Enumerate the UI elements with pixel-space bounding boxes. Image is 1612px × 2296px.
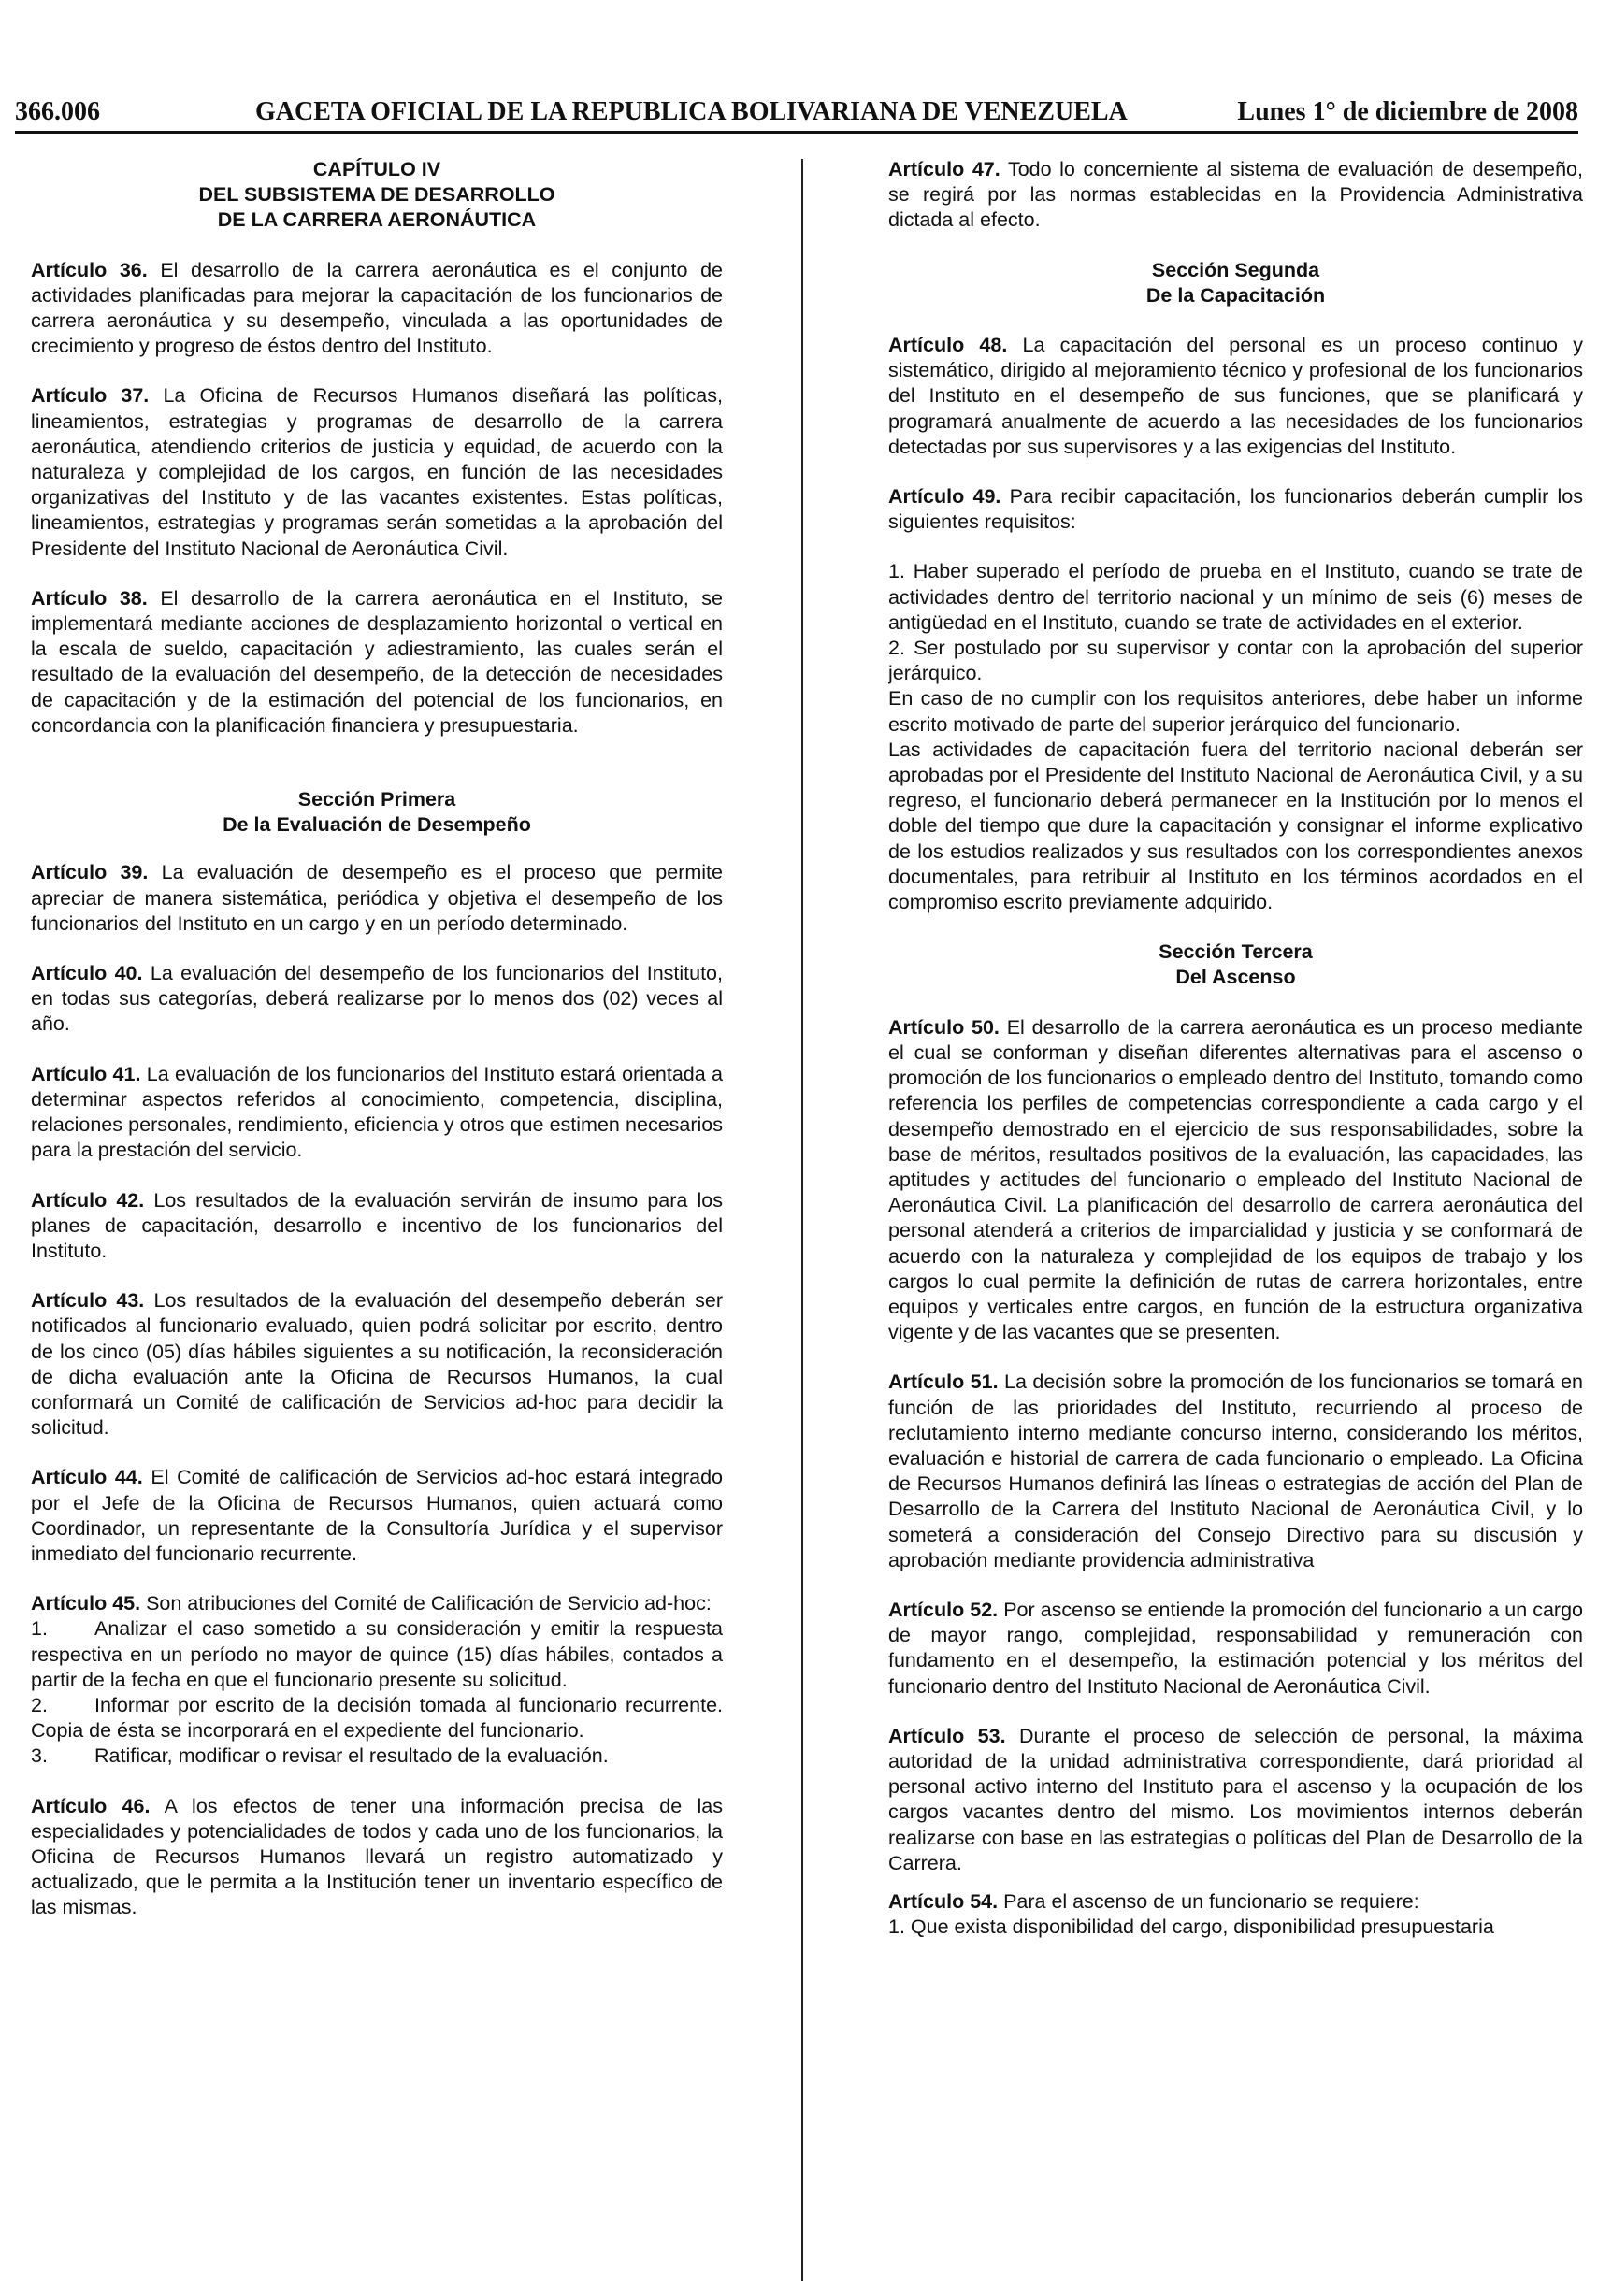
article-label: Artículo 52. [888,1598,999,1621]
article-53 [888,1724,1583,1876]
abroad-training-note: Las actividades de capacitación fuera del territorio nacional deberán ser aprobadas por el Presidente del Instituto Nacional de Aeronáutica Civil, y a su regreso, el funcionario deberá permanecer en la Institución por lo menos el doble del tiempo que dure la capacitación y consignar el informe explicativo de los estudios realizados y sus resultados con los correspondientes anexos documentales, para retribuir al Instituto en los términos acordados en el compromiso escrito previamente adquirido. [888,738,1583,914]
requirement-note: En caso de no cumplir con los requisitos anteriores, debe haber un informe escrito motivado de parte del superior jerárquico del funcionario. [888,687,1583,736]
list-item [31,1616,723,1693]
article-label: Artículo 36. [31,258,148,281]
article-text: Los resultados de la evaluación del desempeño deberán ser notificados al funcionario evaluado, quien podrá solicitar por escrito, dentro de los cinco (05) días hábiles siguientes a su notificación, la reconsideración de dicha evaluación ante la Oficina de Recursos Humanos, la cual conformará un Comité de calificación de Servicios ad-hoc para decidir la solicitud. [31,1289,723,1440]
article-label: Artículo 40. [31,962,143,985]
section-2-heading [888,258,1583,309]
article-45 [31,1591,723,1616]
article-37 [31,383,723,561]
list-item [31,1744,723,1769]
article-text: La evaluación de desempeño es el proceso que permite apreciar de manera sistemática, periódica y objetiva el desempeño de los funcionarios del Instituto en un cargo y en un período determinado. [31,861,723,935]
list-number: 1. [31,1617,48,1641]
section-number: Sección Primera [297,788,456,811]
article-42 [31,1188,723,1265]
chapter-number: CAPÍTULO IV [312,158,441,180]
list-text: Informar por escrito de la decisión tomada al funcionario recurrente. Copia de ésta se incorporará en el expediente del funcionario. [31,1693,723,1743]
section-title: Del Ascenso [1175,966,1296,989]
article-48 [888,333,1583,460]
right-column [888,157,1583,2289]
article-label: Artículo 53. [888,1724,1006,1747]
article-50 [888,1015,1583,1346]
article-text: A los efectos de tener una información precisa de las especialidades y potencialidades de todos y cada uno de los funcionarios, la Oficina de Recursos Humanos llevará un registro automatizado y actualizado, que le permita a la Institución tener un inventario específico de las mismas. [31,1794,723,1919]
article-52 [888,1598,1583,1700]
article-38 [31,586,723,739]
article-text: Los resultados de la evaluación servirán de insumo para los planes de capacitación, desarrollo e incentivo de los funcionarios del Instituto. [31,1188,723,1262]
chapter-heading [31,157,723,234]
list-text: Ratificar, modificar o revisar el resultado de la evaluación. [94,1744,609,1768]
article-label: Artículo 38. [31,586,148,610]
requirement-2: 2. Ser postulado por su supervisor y contar con la aprobación del superior jerárquico. [888,637,1583,685]
article-text: La evaluación del desempeño de los funcionarios del Instituto, en todas sus categorías, deberá realizarse por lo menos dos (02) veces al año. [31,962,723,1036]
chapter-title-line-1: DEL SUBSISTEMA DE DESARROLLO [198,183,555,207]
article-text: Para el ascenso de un funcionario se requiere: [1003,1889,1419,1913]
article-text: El desarrollo de la carrera aeronáutica es un proceso mediante el cual se conforman y diseñan diferentes alternativas para el ascenso o promoción de los funcionarios o empleado dentro del Instituto, tomando como referencia los perfiles de competencias correspondiente a cada cargo y el desempeño demostrado en el ejercicio de sus responsabilidades, sobre la base de méritos, resultados positivos de la evaluación, las capacidades, las aptitudes y actitudes del funcionario o empleado del Instituto Nacional de Aeronáutica Civil. La planificación del desarrollo de carrera aeronáutica del personal atenderá a criterios de imparcialidad y justicia y se conformará de acuerdo con la naturaleza y complejidad de los equipos de trabajo y los cargos lo cual permite la definición de rutas de carrera horizontales, entre equipos y verticales entre cargos, en función de la estructura organizativa vigente y de las vacantes que se presenten. [888,1015,1583,1344]
requirement-1: 1. Haber superado el período de prueba en el Instituto, cuando se trate de actividades dentro del territorio nacional y un mínimo de seis (6) meses de antigüedad en el Instituto, cuando se trate de actividades en el exterior. [888,560,1583,634]
article-label: Artículo 37. [31,384,150,408]
article-text: Por ascenso se entiende la promoción del funcionario a un cargo de mayor rango, complejidad, responsabilidad y remuneración con fundamento en el desempeño, la estimación potencial y los méritos del funcionario dentro del Instituto Nacional de Aeronáutica Civil. [888,1598,1583,1698]
left-column [31,157,723,2289]
page-header [15,93,1578,131]
article-text: El desarrollo de la carrera aeronáutica es el conjunto de actividades planificadas para mejorar la capacitación de los funcionarios de carrera aeronáutica y su desempeño, vinculada a las oportunidades de crecimiento y progreso de éstos dentro del Instituto. [31,258,723,358]
article-label: Artículo 45. [31,1592,141,1615]
article-label: Artículo 39. [31,861,149,884]
list-number: 3. [31,1744,48,1768]
article-text: El desarrollo de la carrera aeronáutica en el Instituto, se implementará mediante acciones de desplazamiento horizontal o vertical en la escala de sueldo, capacitación y adiestramiento, las cuales serán el resultado de la evaluación del desempeño, de la detección de necesidades de capacitación y de la estimación del potencial de los funcionarios, en concordancia con la planificación financiera y presupuestaria. [31,586,723,737]
section-1-heading [31,787,723,838]
list-item [31,1693,723,1744]
article-text: La Oficina de Recursos Humanos diseñará las políticas, lineamientos, estrategias y programas de desarrollo de la carrera aeronáutica, atendiendo criterios de justicia y equidad, de acuerdo con la naturaleza y complejidad de los cargos, en función de las necesidades organizativas del Instituto y de las vacantes existentes. Estas políticas, lineamientos, estrategias y programas serán sometidas a la aprobación del Presidente del Instituto Nacional de Aeronáutica Civil. [31,384,723,560]
section-number: Sección Segunda [1151,258,1320,281]
section-number: Sección Tercera [1159,940,1313,964]
article-47 [888,157,1583,234]
article-text: Para recibir capacitación, los funcionarios deberán cumplir los siguientes requisitos: [888,485,1583,534]
article-51 [888,1370,1583,1573]
article-label: Artículo 41. [31,1062,141,1085]
article-40 [31,961,723,1038]
header-rule [15,131,1578,134]
gazette-title: GACETA OFICIAL DE LA REPUBLICA BOLIVARIANA DE VENEZUELA [255,97,1128,126]
article-43 [31,1288,723,1441]
article-text: Todo lo concerniente al sistema de evaluación de desempeño, se regirá por las normas establecidas en la Providencia Administrativa dictada al efecto. [888,158,1583,232]
page-number: 366.006 [15,97,100,126]
article-54 [888,1889,1583,1915]
article-39 [31,860,723,937]
article-label: Artículo 47. [888,158,1000,180]
section-3-heading [888,940,1583,990]
article-text: Son atribuciones del Comité de Calificación de Servicio ad-hoc: [146,1592,712,1615]
article-49 [888,484,1583,535]
article-text: La decisión sobre la promoción de los funcionarios se tomará en función de las prioridades del Instituto, recurriendo al proceso de reclutamiento interno mediante concurso interno, considerando los méritos, evaluación e historial de carrera de cada funcionario o empleado. La Oficina de Recursos Humanos definirá las líneas o estrategias de acción del Plan de Desarrollo de la Carrera del Instituto Nacional de Aeronáutica Civil, y lo someterá a consideración del Consejo Directivo para su discusión y aprobación mediante providencia administrativa [888,1370,1583,1571]
article-46 [31,1794,723,1921]
list-number: 2. [31,1693,48,1716]
article-36 [31,258,723,360]
article-label: Artículo 42. [31,1188,145,1212]
section-title: De la Evaluación de Desempeño [223,813,531,837]
article-44 [31,1465,723,1567]
chapter-title-line-2: DE LA CARRERA AERONÁUTICA [217,208,537,232]
article-label: Artículo 43. [31,1289,145,1313]
issue-date: Lunes 1° de diciembre de 2008 [1237,97,1578,126]
list-text: Analizar el caso sometido a su consideración y emitir la respuesta respectiva en un período no mayor de quince (15) días hábiles, contados a partir de la fecha en que el funcionario presente su solicitud. [31,1617,723,1691]
article-label: Artículo 48. [888,334,1008,357]
requirement-1: 1. Que exista disponibilidad del cargo, disponibilidad presupuestaria [888,1916,1494,1939]
article-text: El Comité de calificación de Servicios ad-hoc estará integrado por el Jefe de la Oficina de Recursos Humanos, quien actuará como Coordinador, un representante de la Consultoría Jurídica y el supervisor inmediato del funcionario recurrente. [31,1466,723,1565]
article-text: La evaluación de los funcionarios del Instituto estará orientada a determinar aspectos referidos al conocimiento, competencia, disciplina, relaciones personales, rendimiento, eficiencia y otros que estimen necesarios para la prestación del servicio. [31,1062,723,1162]
article-41 [31,1062,723,1164]
article-label: Artículo 46. [31,1794,151,1817]
article-text: La capacitación del personal es un proceso continuo y sistemático, dirigido al mejoramiento técnico y profesional de los funcionarios del Instituto en el desempeño de sus funciones, que se planificará y programará anualmente de acuerdo a las necesidades de los funcionarios detectadas por sus supervisores y a las exigencias del Instituto. [888,334,1583,458]
article-label: Artículo 49. [888,485,1001,509]
article-label: Artículo 44. [31,1466,143,1489]
column-divider [801,159,803,2281]
article-text: Durante el proceso de selección de personal, la máxima autoridad de la unidad administrativa correspondiente, dará prioridad al personal activo interno del Instituto para el ascenso y la ocupación de los cargos vacantes dentro del mismo. Los movimientos internos deberán realizarse con base en las estrategias o políticas del Plan de Desarrollo de la Carrera. [888,1724,1583,1874]
article-label: Artículo 54. [888,1889,999,1913]
section-title: De la Capacitación [1145,283,1326,307]
article-label: Artículo 50. [888,1015,1000,1039]
article-label: Artículo 51. [888,1370,999,1394]
